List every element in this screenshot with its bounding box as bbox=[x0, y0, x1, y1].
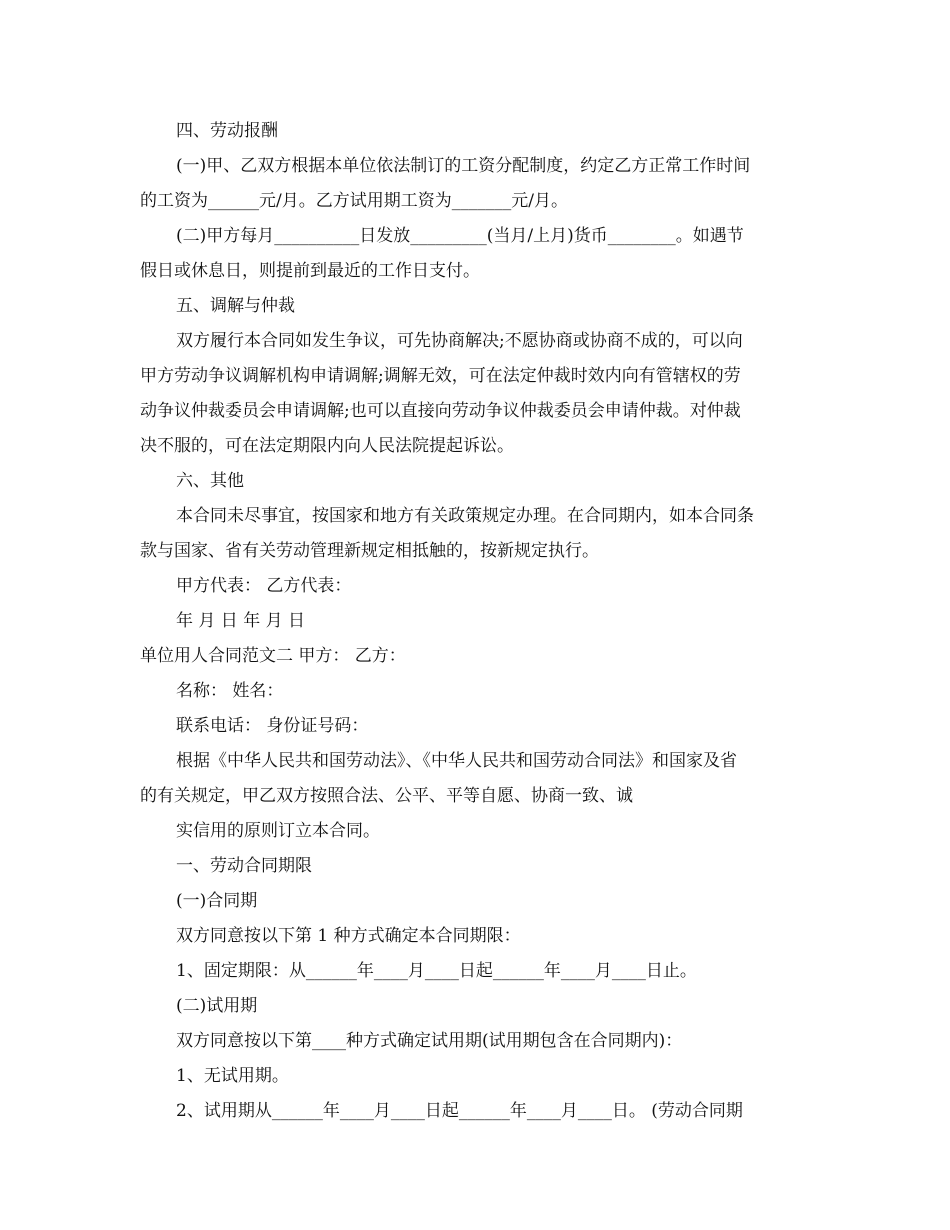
paragraph-line: 双方同意按以下第 1 种方式确定本合同期限： bbox=[176, 926, 521, 946]
paragraph-line: (一)甲、乙双方根据本单位依法制订的工资分配制度，约定乙方正常工作时间 bbox=[176, 156, 751, 176]
section-heading-term: 一、劳动合同期限 bbox=[176, 856, 312, 876]
paragraph-line: 双方同意按以下第____种方式确定试用期(试用期包含在合同期内)： bbox=[176, 1031, 683, 1051]
paragraph-line: 本合同未尽事宜，按国家和地方有关政策规定办理。在合同期内，如本合同条 bbox=[176, 506, 754, 526]
paragraph-line: 款与国家、省有关劳动管理新规定相抵触的，按新规定执行。 bbox=[140, 541, 599, 561]
signature-representatives: 甲方代表： 乙方代表： bbox=[176, 576, 352, 596]
contract-title-sample-two: 单位用人合同范文二 甲方： 乙方： bbox=[140, 646, 406, 666]
party-contact-line: 联系电话： 身份证号码： bbox=[176, 716, 369, 736]
paragraph-line: 假日或休息日，则提前到最近的工作日支付。 bbox=[140, 261, 480, 281]
paragraph-line: 实信用的原则订立本合同。 bbox=[176, 821, 380, 841]
paragraph-line: 根据《中华人民共和国劳动法》、《中华人民共和国劳动合同法》和国家及省 bbox=[176, 751, 737, 771]
paragraph-line: 动争议仲裁委员会申请调解;也可以直接向劳动争议仲裁委员会申请仲裁。对仲裁 bbox=[140, 401, 741, 421]
paragraph-line: 的有关规定，甲乙双方按照合法、公平、平等自愿、协商一致、诚 bbox=[140, 786, 633, 806]
section-heading-other: 六、其他 bbox=[176, 471, 244, 491]
paragraph-line: 双方履行本合同如发生争议，可先协商解决;不愿协商或协商不成的，可以向 bbox=[176, 331, 743, 351]
paragraph-line: 决不服的，可在法定期限内向人民法院提起诉讼。 bbox=[140, 436, 514, 456]
subsection-heading-probation: (二)试用期 bbox=[176, 996, 258, 1016]
subsection-heading-contract-period: (一)合同期 bbox=[176, 891, 258, 911]
paragraph-line: 甲方劳动争议调解机构申请调解;调解无效，可在法定仲裁时效内向有管辖权的劳 bbox=[140, 366, 741, 386]
signature-dates: 年 月 日 年 月 日 bbox=[176, 611, 306, 631]
paragraph-line: 2、试用期从______年____月____日起______年____月____日。 (劳动合同期 bbox=[176, 1101, 743, 1121]
paragraph-line: 1、无试用期。 bbox=[176, 1066, 289, 1086]
paragraph-line: (二)甲方每月__________日发放_________(当月/上月)货币________。如遇节 bbox=[176, 226, 744, 246]
paragraph-line: 1、固定期限：从______年____月____日起______年____月____日止。 bbox=[176, 961, 697, 981]
section-heading-mediation: 五、调解与仲裁 bbox=[176, 296, 295, 316]
section-heading-remuneration: 四、劳动报酬 bbox=[176, 121, 278, 141]
paragraph-line: 的工资为______元/月。乙方试用期工资为_______元/月。 bbox=[140, 191, 568, 211]
party-name-line: 名称： 姓名： bbox=[176, 681, 284, 701]
